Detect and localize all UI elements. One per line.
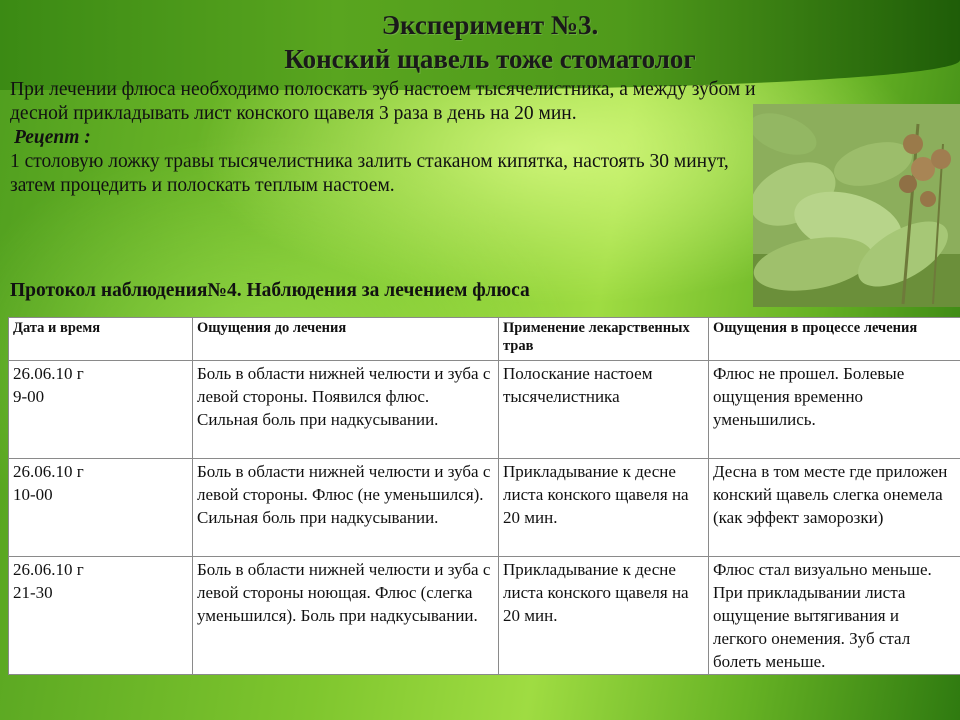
recipe-text: 1 столовую ложку травы тысячелистника залить стаканом кипятка, настоять 30 минут, затем процедить и полоскать теплым настоем. — [10, 151, 729, 196]
cell-during: Флюс стал визуально меньше. При прикладывании листа ощущение вытягивания и легкого онемения. Зуб стал болеть меньше. — [709, 557, 960, 675]
header-date: Дата и время — [9, 318, 193, 361]
recipe-label: Рецепт : — [14, 127, 91, 148]
cell-herbs: Прикладывание к десне листа конского щавеля на 20 мин. — [499, 557, 709, 675]
cell-during: Флюс не прошел. Болевые ощущения временно уменьшились. — [709, 361, 960, 459]
table-row — [9, 459, 960, 557]
table-row — [9, 361, 960, 459]
cell-before: Боль в области нижней челюсти и зуба с левой стороны. Флюс (не уменьшился). Сильная боль при надкусывании. — [193, 459, 499, 557]
header-herbs: Применение лекарственных трав — [499, 318, 709, 361]
header-during: Ощущения в процессе лечения — [709, 318, 960, 361]
table-row — [9, 557, 960, 675]
horse-sorrel-photo — [753, 104, 960, 307]
protocol-title: Протокол наблюдения№4. Наблюдения за лечением флюса — [10, 280, 530, 301]
observation-table — [8, 317, 960, 675]
horse-sorrel-illustration — [753, 104, 960, 307]
slide-title — [200, 8, 780, 76]
slide-title-line1: Эксперимент №3. — [381, 10, 599, 40]
cell-during: Десна в том месте где приложен конский щавель слегка онемела (как эффект заморозки) — [709, 459, 960, 557]
cell-before: Боль в области нижней челюсти и зуба с левой стороны ноющая. Флюс (слегка уменьшился). Боль при надкусывании. — [193, 557, 499, 675]
table-header-row — [9, 318, 960, 361]
cell-before: Боль в области нижней челюсти и зуба с левой стороны. Появился флюс. Сильная боль при надкусывании. — [193, 361, 499, 459]
intro-text: При лечении флюса необходимо полоскать зуб настоем тысячелистника, а между зубом и десной прикладывать лист конского щавеля 3 раза в день на 20 мин. — [10, 79, 756, 124]
cell-date: 26.06.10 г 10-00 — [9, 459, 193, 557]
cell-date: 26.06.10 г 21-30 — [9, 557, 193, 675]
slide-title-line2: Конский щавель тоже стоматолог — [284, 44, 696, 74]
header-before: Ощущения до лечения — [193, 318, 499, 361]
cell-date: 26.06.10 г 9-00 — [9, 361, 193, 459]
cell-herbs: Прикладывание к десне листа конского щавеля на 20 мин. — [499, 459, 709, 557]
intro-block — [10, 78, 760, 198]
cell-herbs: Полоскание настоем тысячелистника — [499, 361, 709, 459]
